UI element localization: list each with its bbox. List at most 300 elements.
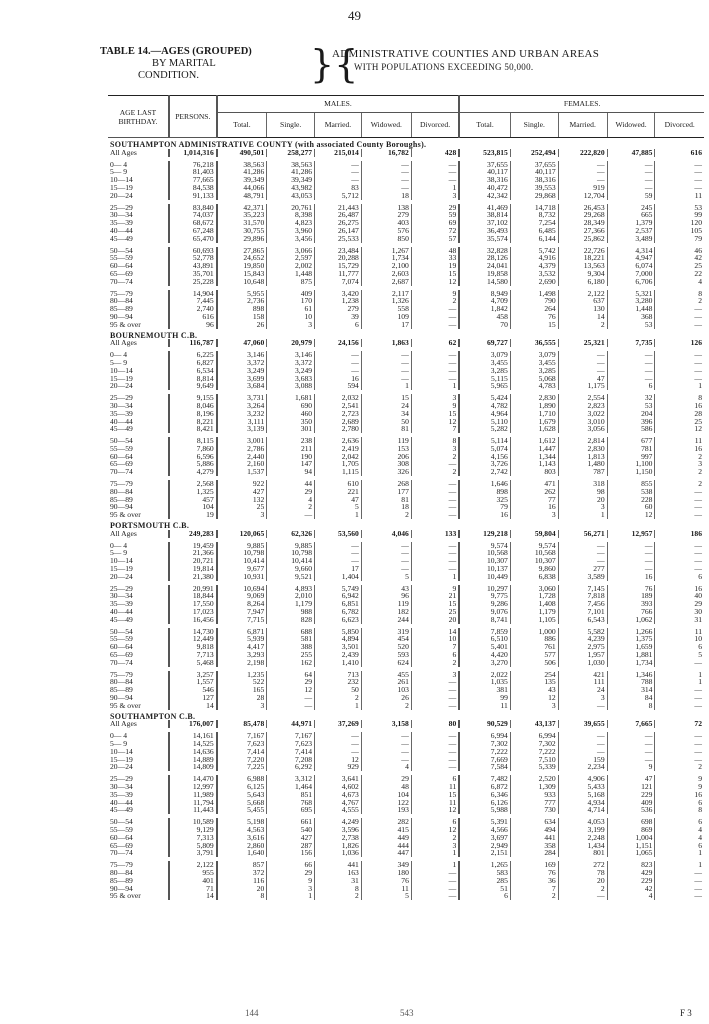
age-cell: 50—54 (110, 627, 133, 636)
value-cell: 3,697 (459, 834, 510, 842)
value-cell: — (655, 321, 704, 329)
age-cell: 50—54 (110, 437, 133, 445)
table-row (108, 192, 704, 200)
value-cell: — (411, 694, 459, 702)
value-cell: 47,060 (217, 339, 267, 347)
value-cell: 350 (267, 418, 315, 426)
value-cell: 40,117 (459, 168, 510, 176)
value-cell: 624 (361, 659, 411, 667)
value-cell: 3,699 (217, 375, 267, 383)
value-cell: 3,791 (169, 849, 217, 857)
value-cell: 1,062 (607, 616, 655, 624)
value-cell: 96 (361, 592, 411, 600)
value-cell: 277 (558, 565, 607, 573)
value-cell: 4 (655, 834, 704, 842)
age-cell: 25—29 (110, 775, 133, 783)
value-cell: 594 (315, 382, 362, 390)
value-cell: 2,949 (459, 842, 510, 850)
age-cell: 45—49 (110, 234, 133, 243)
table-row (108, 659, 704, 667)
value-cell: — (411, 176, 459, 184)
value-cell: 447 (361, 849, 411, 857)
age-cell: 90—94 (110, 694, 133, 702)
value-cell: 22,726 (558, 247, 607, 255)
age-cell: 85—89 (110, 876, 133, 885)
value-cell: 12 (411, 418, 459, 426)
value-cell: 3,001 (217, 437, 267, 445)
value-cell: 10,414 (217, 557, 267, 565)
value-cell: 1,143 (510, 460, 558, 468)
value-cell: 2,975 (558, 643, 607, 651)
value-cell: 17,550 (169, 600, 217, 608)
section-title: PORTSMOUTH C.B. (110, 521, 190, 530)
value-cell: 20 (558, 877, 607, 885)
value-cell: 929 (315, 763, 362, 771)
value-cell: 427 (267, 834, 315, 842)
value-cell: 2,248 (558, 834, 607, 842)
value-cell: 26,275 (315, 219, 362, 227)
value-cell: — (361, 549, 411, 557)
value-cell: — (411, 460, 459, 468)
value-cell: 83 (315, 184, 362, 192)
value-cell: 29 (267, 678, 315, 686)
value-cell: 506 (510, 659, 558, 667)
age-cell: 25—29 (110, 584, 133, 593)
value-cell: 40 (655, 592, 704, 600)
value-cell: 661 (267, 818, 315, 826)
value-cell: 12,997 (169, 783, 217, 791)
value-cell: 24 (558, 686, 607, 694)
value-cell: 12,704 (558, 192, 607, 200)
value-cell: 828 (267, 616, 315, 624)
value-cell: 39,349 (217, 176, 267, 184)
value-cell: 10,798 (217, 549, 267, 557)
age-cell: 35—39 (110, 790, 133, 799)
value-cell: — (411, 511, 459, 519)
age-cell: 60—64 (110, 643, 133, 652)
value-cell: 1,705 (315, 460, 362, 468)
value-cell: 9,677 (217, 565, 267, 573)
value-cell: 170 (267, 297, 315, 305)
value-cell: 50 (361, 418, 411, 426)
value-cell: 28,349 (558, 219, 607, 227)
table-row (108, 511, 704, 519)
age-cell: 0— 4 (110, 160, 128, 169)
value-cell: — (655, 565, 704, 573)
age-cell: 60—64 (110, 262, 133, 270)
table-row (108, 651, 704, 659)
value-cell: — (411, 877, 459, 885)
value-cell: — (655, 748, 704, 756)
value-cell: 403 (361, 219, 411, 227)
value-cell: 21,366 (169, 549, 217, 557)
table-row (108, 628, 704, 636)
value-cell: 2,740 (169, 305, 217, 313)
value-cell: 20 (558, 496, 607, 504)
value-cell: 2,520 (510, 775, 558, 783)
value-cell: 2,010 (267, 592, 315, 600)
value-cell: 258,277 (267, 149, 315, 157)
value-cell: 449 (361, 834, 411, 842)
value-cell: 1 (361, 382, 411, 390)
value-cell: 30 (655, 608, 704, 616)
value-cell: 12 (411, 278, 459, 286)
value-cell: 71 (169, 885, 217, 893)
value-cell: 43 (510, 686, 558, 694)
value-cell: 15,843 (217, 270, 267, 278)
footer-signature: F 3 (680, 1008, 692, 1018)
value-cell: — (655, 549, 704, 557)
females-divorced-header: Divorced. (655, 113, 704, 138)
value-cell: 1 (558, 511, 607, 519)
value-cell: 7,584 (459, 763, 510, 771)
value-cell: 78 (558, 869, 607, 877)
value-cell: 37,102 (459, 219, 510, 227)
value-cell: 10,931 (217, 573, 267, 581)
table-row (108, 305, 704, 313)
section-title-row (108, 138, 704, 149)
table-row (108, 270, 704, 278)
value-cell: 104 (169, 503, 217, 511)
value-cell: 857 (217, 861, 267, 869)
value-cell: 83,840 (169, 204, 217, 212)
value-cell: 409 (607, 799, 655, 807)
age-cell: 95 & over (110, 511, 141, 520)
value-cell: 1,628 (510, 425, 558, 433)
table-row (108, 549, 704, 557)
value-cell: — (411, 702, 459, 710)
value-cell: 1,881 (607, 651, 655, 659)
value-cell: 4,673 (315, 791, 362, 799)
value-cell: — (558, 351, 607, 359)
table-row (108, 763, 704, 771)
value-cell: 10,589 (169, 818, 217, 826)
value-cell: 3,616 (217, 834, 267, 842)
value-cell: 581 (267, 635, 315, 643)
age-cell: 80—84 (110, 487, 133, 496)
value-cell: 14 (411, 628, 459, 636)
value-cell: — (558, 161, 607, 169)
value-cell: 53 (607, 321, 655, 329)
age-cell: 70—74 (110, 277, 133, 286)
value-cell: 85,478 (217, 720, 267, 728)
table-row (108, 530, 704, 538)
value-cell: 790 (510, 297, 558, 305)
value-cell: 27,366 (558, 227, 607, 235)
table-row (108, 892, 704, 900)
value-cell: 28 (655, 410, 704, 418)
value-cell: 4,420 (459, 651, 510, 659)
value-cell: 1,344 (510, 453, 558, 461)
value-cell: 7,313 (169, 834, 217, 842)
age-cell: 70—74 (110, 468, 133, 477)
value-cell: 5,168 (558, 791, 607, 799)
value-cell: 4,314 (607, 247, 655, 255)
value-cell: 14,718 (510, 204, 558, 212)
value-cell: 3,232 (217, 410, 267, 418)
value-cell: 1,890 (510, 402, 558, 410)
males-header: MALES. (217, 96, 460, 113)
males-total-header: Total. (217, 113, 267, 138)
value-cell: 1,448 (607, 305, 655, 313)
value-cell: 2,830 (510, 394, 558, 402)
value-cell: 2,160 (217, 460, 267, 468)
value-cell: 2 (315, 694, 362, 702)
value-cell: 9,069 (217, 592, 267, 600)
value-cell: 3,960 (267, 227, 315, 235)
value-cell: 133 (411, 530, 459, 538)
value-cell: 1,065 (607, 849, 655, 857)
value-cell: 441 (315, 861, 362, 869)
value-cell: 7 (411, 425, 459, 433)
value-cell: 13,563 (558, 262, 607, 270)
value-cell: — (361, 351, 411, 359)
value-cell: 14,904 (169, 290, 217, 298)
age-cell: 10—14 (110, 557, 133, 566)
value-cell: 7,859 (459, 628, 510, 636)
value-cell: — (361, 161, 411, 169)
value-cell: 1,238 (315, 297, 362, 305)
table-row (108, 339, 704, 347)
value-cell: 2 (411, 659, 459, 667)
value-cell: 1,325 (169, 488, 217, 496)
value-cell: 43 (361, 585, 411, 593)
table-row (108, 367, 704, 375)
value-cell: — (607, 184, 655, 192)
table-row (108, 877, 704, 885)
value-cell: 4 (607, 892, 655, 900)
value-cell: 31 (315, 877, 362, 885)
value-cell: — (411, 168, 459, 176)
value-cell: 206 (361, 453, 411, 461)
value-cell: 5,850 (315, 628, 362, 636)
table-row (108, 204, 704, 212)
value-cell: 9,574 (459, 542, 510, 550)
value-cell: 1,179 (267, 600, 315, 608)
value-cell: 39 (315, 313, 362, 321)
value-cell: 16 (655, 402, 704, 410)
value-cell: — (655, 542, 704, 550)
value-cell: 31 (655, 616, 704, 624)
value-cell: 5,988 (459, 806, 510, 814)
value-cell: 6 (655, 799, 704, 807)
value-cell: 254 (510, 671, 558, 679)
value-cell: — (607, 367, 655, 375)
value-cell: 6 (411, 651, 459, 659)
value-cell: 540 (267, 826, 315, 834)
value-cell: 99 (459, 694, 510, 702)
value-cell: 1 (267, 892, 315, 900)
value-cell: — (411, 503, 459, 511)
value-cell: 5 (361, 892, 411, 900)
value-cell: 427 (217, 488, 267, 496)
value-cell: 190 (267, 453, 315, 461)
value-cell: 4 (655, 278, 704, 286)
value-cell: 1,448 (267, 270, 315, 278)
value-cell: 12,449 (169, 635, 217, 643)
table-row (108, 235, 704, 243)
value-cell: 1,434 (558, 842, 607, 850)
value-cell: 79 (459, 503, 510, 511)
value-cell: 1,265 (459, 861, 510, 869)
value-cell: — (267, 702, 315, 710)
value-cell: 522 (217, 678, 267, 686)
value-cell: 41,469 (459, 204, 510, 212)
age-cell: 70—74 (110, 658, 133, 667)
value-cell: 6,988 (217, 775, 267, 783)
value-cell: 229 (607, 877, 655, 885)
value-cell: 264 (510, 305, 558, 313)
value-cell: 44,066 (217, 184, 267, 192)
age-cell: 5— 9 (110, 168, 128, 177)
value-cell: 5,965 (459, 382, 510, 390)
value-cell: 5,955 (217, 290, 267, 298)
value-cell: — (655, 557, 704, 565)
value-cell: 37,269 (315, 720, 362, 728)
value-cell: 415 (361, 826, 411, 834)
value-cell: 955 (169, 869, 217, 877)
value-cell: — (655, 869, 704, 877)
value-cell: 7,414 (267, 748, 315, 756)
value-cell: 14,730 (169, 628, 217, 636)
value-cell: 4,249 (315, 818, 362, 826)
table-row (108, 748, 704, 756)
value-cell: 12 (315, 756, 362, 764)
value-cell: 1,842 (459, 305, 510, 313)
value-cell: 2 (411, 297, 459, 305)
value-cell: — (361, 184, 411, 192)
value-cell: 2,440 (217, 453, 267, 461)
value-cell: 268 (361, 480, 411, 488)
value-cell: 28,126 (459, 254, 510, 262)
value-cell: 7,074 (315, 278, 362, 286)
table-row (108, 453, 704, 461)
value-cell: 9,574 (510, 542, 558, 550)
value-cell: 768 (267, 799, 315, 807)
table-row (108, 573, 704, 581)
value-cell: — (361, 740, 411, 748)
value-cell: 62,326 (267, 530, 315, 538)
value-cell: — (315, 542, 362, 550)
value-cell: — (607, 176, 655, 184)
value-cell: — (558, 702, 607, 710)
value-cell: 69 (411, 219, 459, 227)
value-cell: — (411, 496, 459, 504)
value-cell: — (558, 748, 607, 756)
value-cell: 79 (655, 235, 704, 243)
value-cell: 4,906 (558, 775, 607, 783)
value-cell: — (411, 885, 459, 893)
value-cell: 16 (459, 511, 510, 519)
value-cell: — (655, 885, 704, 893)
age-cell: All Ages (110, 720, 137, 729)
value-cell: 21,443 (315, 204, 362, 212)
value-cell: 21 (411, 592, 459, 600)
value-cell: 18,844 (169, 592, 217, 600)
value-cell: 8,732 (510, 211, 558, 219)
value-cell: 222,820 (558, 149, 607, 157)
value-cell: 787 (558, 468, 607, 476)
value-cell: 10,648 (217, 278, 267, 286)
value-cell: 10,137 (459, 565, 510, 573)
table-row (108, 468, 704, 476)
value-cell: 121 (607, 783, 655, 791)
value-cell: — (655, 694, 704, 702)
value-cell: 1,728 (510, 592, 558, 600)
age-cell: 95 & over (110, 701, 141, 710)
value-cell: 4,714 (558, 806, 607, 814)
value-cell: 2,541 (315, 402, 362, 410)
value-cell: 40,117 (510, 168, 558, 176)
value-cell: 17,023 (169, 608, 217, 616)
value-cell: 255 (267, 651, 315, 659)
value-cell: 730 (510, 806, 558, 814)
value-cell: 6,125 (217, 783, 267, 791)
value-cell: 287 (267, 842, 315, 850)
value-cell: 18 (361, 503, 411, 511)
value-cell: 3 (510, 702, 558, 710)
value-cell: — (607, 565, 655, 573)
value-cell: 9,649 (169, 382, 217, 390)
value-cell: — (607, 161, 655, 169)
value-cell: — (558, 732, 607, 740)
value-cell: — (411, 313, 459, 321)
value-cell: 2,002 (267, 262, 315, 270)
value-cell: 38,563 (267, 161, 315, 169)
value-cell: 59 (411, 211, 459, 219)
value-cell: 6,510 (459, 635, 510, 643)
value-cell: 4,964 (459, 410, 510, 418)
value-cell: — (411, 557, 459, 565)
value-cell: — (655, 313, 704, 321)
value-cell: 616 (169, 313, 217, 321)
value-cell: 36,493 (459, 227, 510, 235)
table-row (108, 694, 704, 702)
value-cell: 14 (169, 892, 217, 900)
age-cell: 55—59 (110, 825, 133, 834)
value-cell: 17 (315, 565, 362, 573)
value-cell: 4,046 (361, 530, 411, 538)
value-cell: 19,858 (459, 270, 510, 278)
value-cell: 8 (655, 806, 704, 814)
value-cell: — (607, 168, 655, 176)
value-cell: 72 (411, 227, 459, 235)
value-cell: 7,208 (267, 756, 315, 764)
value-cell: 41,286 (217, 168, 267, 176)
value-cell: 284 (510, 849, 558, 857)
value-cell: 9,521 (267, 573, 315, 581)
value-cell: 29 (655, 600, 704, 608)
table-row (108, 425, 704, 433)
value-cell: 429 (607, 869, 655, 877)
value-cell: 122 (361, 799, 411, 807)
age-cell: 75—79 (110, 670, 133, 679)
value-cell: 12 (607, 511, 655, 519)
value-cell: 3,079 (459, 351, 510, 359)
value-cell: 4,894 (315, 635, 362, 643)
value-cell: 4,566 (459, 826, 510, 834)
value-cell: 24 (361, 402, 411, 410)
value-cell: 1,004 (607, 834, 655, 842)
table-row (108, 382, 704, 390)
value-cell: 3,280 (607, 297, 655, 305)
value-cell: 249,283 (169, 530, 217, 538)
value-cell: — (267, 511, 315, 519)
value-cell: — (607, 351, 655, 359)
value-cell: 6,543 (558, 616, 607, 624)
value-cell: 396 (607, 418, 655, 426)
table-row (108, 227, 704, 235)
